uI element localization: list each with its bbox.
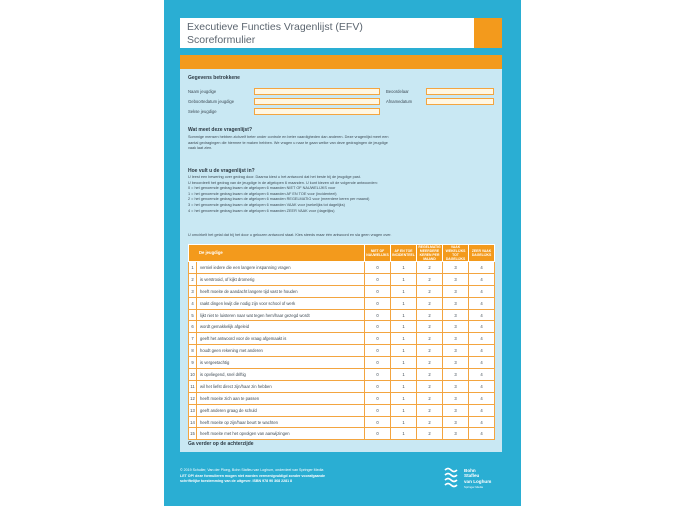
score-option-3[interactable]: 3 bbox=[443, 380, 469, 392]
field-label-name: Naam jeugdige bbox=[188, 89, 217, 94]
score-option-4[interactable]: 4 bbox=[469, 309, 495, 321]
publisher-sub: Springer Media bbox=[464, 485, 483, 489]
score-option-4[interactable]: 4 bbox=[469, 297, 495, 309]
rater-field[interactable] bbox=[426, 88, 494, 95]
table-row bbox=[189, 321, 495, 333]
score-option-2[interactable]: 2 bbox=[417, 428, 443, 440]
footer bbox=[180, 468, 325, 485]
score-option-0[interactable]: 0 bbox=[365, 285, 391, 297]
item-number: 6 bbox=[189, 321, 197, 333]
item-text: heeft moeite de aandacht langere tijd vast te houden bbox=[197, 285, 365, 297]
date-field[interactable] bbox=[426, 98, 494, 105]
table-row bbox=[189, 297, 495, 309]
scoreform-page bbox=[164, 0, 521, 506]
item-number: 7 bbox=[189, 333, 197, 345]
table-row bbox=[189, 345, 495, 357]
score-option-4[interactable]: 4 bbox=[469, 404, 495, 416]
form-title: Executieve Functies Vragenlijst (EFV) bbox=[187, 21, 363, 33]
score-option-2[interactable]: 2 bbox=[417, 345, 443, 357]
score-option-2[interactable]: 2 bbox=[417, 357, 443, 369]
score-option-4[interactable]: 4 bbox=[469, 416, 495, 428]
score-option-3[interactable]: 3 bbox=[443, 321, 469, 333]
score-option-0[interactable]: 0 bbox=[365, 404, 391, 416]
score-option-3[interactable]: 3 bbox=[443, 345, 469, 357]
score-option-2[interactable]: 2 bbox=[417, 285, 443, 297]
table-row bbox=[189, 380, 495, 392]
score-option-0[interactable]: 0 bbox=[365, 369, 391, 381]
copyright-text: © 2019 Schuller, Van der Ploeg, Bohn Stafleu van Loghum, onderdeel van Springer Media bbox=[180, 468, 324, 472]
table-row bbox=[189, 392, 495, 404]
score-option-3[interactable]: 3 bbox=[443, 273, 469, 285]
table-row bbox=[189, 333, 495, 345]
score-option-1[interactable]: 1 bbox=[391, 309, 417, 321]
item-text: is verstrooid, of kijkt dromerig bbox=[197, 273, 365, 285]
form-content bbox=[180, 69, 502, 452]
column-header-4: ZEER VAAK DAGELIJKS bbox=[469, 245, 495, 262]
publisher-logo-icon bbox=[442, 466, 460, 488]
title-box bbox=[180, 18, 474, 48]
score-option-4[interactable]: 4 bbox=[469, 380, 495, 392]
item-number: 5 bbox=[189, 309, 197, 321]
score-option-3[interactable]: 3 bbox=[443, 428, 469, 440]
item-number: 12 bbox=[189, 392, 197, 404]
item-text: wil het liefst direct zijn/haar zin hebben bbox=[197, 380, 365, 392]
item-text: lijkt niet te luisteren naar wat tegen hem/haar gezegd wordt bbox=[197, 309, 365, 321]
title-accent-block bbox=[474, 18, 502, 48]
how-text: U leest een bewering over gedrag door. Daarna kiest u het antwoord dat het beste bij de jeugdige past. U beoordeelt het gedrag van de jeugdige in de afgelopen 6 maanden. U kunt kiezen uit de volgende antwoorden: 0 = het genoemde gedrag kwam de afgelopen 6 maanden NIET OF NAUWELIJKS voor 1 = het genoemde gedrag kwam de afgelopen 6 maanden AF EN TOE voor (incidenteel) 2 = het genoemde gedrag kwam de afgelopen 6 maanden REGELMATIG voor (meerdere keren per maand) 3 = het genoemde gedrag kwam de afgelopen 6 maanden VAAK voor (wekelijks tot dagelijks) 4 = het genoemde gedrag kwam de afgelopen 6 maanden ZEER VAAK voor (dagelijks) bbox=[188, 175, 378, 213]
column-header-2: REGELMATIG MEERDERE KEREN PER MAAND bbox=[418, 245, 441, 261]
score-option-4[interactable]: 4 bbox=[469, 285, 495, 297]
score-option-3[interactable]: 3 bbox=[443, 416, 469, 428]
name-field[interactable] bbox=[254, 88, 380, 95]
score-option-3[interactable]: 3 bbox=[443, 285, 469, 297]
score-option-0[interactable]: 0 bbox=[365, 321, 391, 333]
table-row bbox=[189, 357, 495, 369]
score-option-2[interactable]: 2 bbox=[417, 273, 443, 285]
continue-note: Ga verder op de achterzijde bbox=[188, 441, 254, 447]
how-heading: Hoe vult u de vragenlijst in? bbox=[188, 168, 255, 174]
what-heading: Wat meet deze vragenlijst? bbox=[188, 127, 252, 133]
item-number: 9 bbox=[189, 357, 197, 369]
score-table bbox=[188, 244, 495, 440]
score-option-0[interactable]: 0 bbox=[365, 380, 391, 392]
column-header-0: NIET OF NAUWELIJKS bbox=[365, 245, 391, 262]
publisher-logo bbox=[442, 466, 502, 490]
item-number: 4 bbox=[189, 297, 197, 309]
score-option-1[interactable]: 1 bbox=[391, 262, 417, 274]
score-option-1[interactable]: 1 bbox=[391, 380, 417, 392]
item-text: verniel iedere die een langere inspanning vragen bbox=[197, 262, 365, 274]
item-text: is vergeetachtig bbox=[197, 357, 365, 369]
table-row bbox=[189, 309, 495, 321]
score-option-1[interactable]: 1 bbox=[391, 404, 417, 416]
score-option-3[interactable]: 3 bbox=[443, 297, 469, 309]
score-option-1[interactable]: 1 bbox=[391, 297, 417, 309]
form-subtitle: Scoreformulier bbox=[187, 34, 256, 46]
score-option-4[interactable]: 4 bbox=[469, 333, 495, 345]
general-heading: Gegevens betrokkene bbox=[188, 75, 240, 81]
table-row bbox=[189, 428, 495, 440]
score-option-4[interactable]: 4 bbox=[469, 357, 495, 369]
item-number: 8 bbox=[189, 345, 197, 357]
item-column-header: De jeugdige bbox=[189, 245, 365, 262]
item-number: 3 bbox=[189, 285, 197, 297]
score-option-0[interactable]: 0 bbox=[365, 297, 391, 309]
score-option-3[interactable]: 3 bbox=[443, 369, 469, 381]
score-option-4[interactable]: 4 bbox=[469, 262, 495, 274]
table-row bbox=[189, 273, 495, 285]
sex-field[interactable] bbox=[254, 108, 380, 115]
score-option-1[interactable]: 1 bbox=[391, 416, 417, 428]
item-text: is opvliegend, snel driftig bbox=[197, 369, 365, 381]
publisher-name: Bohn Stafleu van Loghum bbox=[464, 468, 492, 484]
birthdate-field[interactable] bbox=[254, 98, 380, 105]
score-option-3[interactable]: 3 bbox=[443, 404, 469, 416]
score-option-1[interactable]: 1 bbox=[391, 369, 417, 381]
field-label-rater: Beoordelaar bbox=[386, 89, 409, 94]
score-option-3[interactable]: 3 bbox=[443, 333, 469, 345]
item-text: houdt geen rekening met anderen bbox=[197, 345, 365, 357]
score-option-2[interactable]: 2 bbox=[417, 392, 443, 404]
score-option-0[interactable]: 0 bbox=[365, 309, 391, 321]
field-label-birthdate: Geboortedatum jeugdige bbox=[188, 99, 235, 104]
score-option-1[interactable]: 1 bbox=[391, 285, 417, 297]
score-option-4[interactable]: 4 bbox=[469, 321, 495, 333]
table-row bbox=[189, 404, 495, 416]
score-option-2[interactable]: 2 bbox=[417, 321, 443, 333]
instruction-text: U omcirkelt het getal dat bij het door u gekozen antwoord staat. Kies steeds maar één antwoord en sla geen vragen over. bbox=[188, 233, 392, 237]
item-text: wordt gemakkelijk afgeleid bbox=[197, 321, 365, 333]
item-text: heeft moeite zich aan te passen bbox=[197, 392, 365, 404]
score-option-3[interactable]: 3 bbox=[443, 357, 469, 369]
score-option-1[interactable]: 1 bbox=[391, 357, 417, 369]
copy-warning-line-1: LET OP! deze formulieren mogen niet worden vermenigvuldigd zonder voorafgaande bbox=[180, 473, 325, 478]
score-option-0[interactable]: 0 bbox=[365, 273, 391, 285]
score-option-0[interactable]: 0 bbox=[365, 333, 391, 345]
table-header-row bbox=[189, 245, 495, 262]
field-label-sex: Sekse jeugdige bbox=[188, 109, 217, 114]
column-header-3: VAAK WEKELIJKS TOT DAGELIJKS bbox=[443, 245, 469, 262]
score-option-0[interactable]: 0 bbox=[365, 357, 391, 369]
score-option-3[interactable]: 3 bbox=[443, 262, 469, 274]
what-text: Sommige mensen hebben zichzelf beter onder controle en beter vaardigheden dan anderen. Deze vragenlijst meet een aantal gedragingen die hiermee te maken hebben. We vragen u naar te gaan welke van deze gedragingen de jeugdige vaak laat zien. bbox=[188, 135, 389, 151]
score-option-2[interactable]: 2 bbox=[417, 297, 443, 309]
item-text: heeft moeite met het opvolgen van aanwijzingen bbox=[197, 428, 365, 440]
score-option-1[interactable]: 1 bbox=[391, 321, 417, 333]
score-option-4[interactable]: 4 bbox=[469, 273, 495, 285]
item-number: 14 bbox=[189, 416, 197, 428]
score-option-1[interactable]: 1 bbox=[391, 273, 417, 285]
table-row bbox=[189, 369, 495, 381]
copy-warning-line-2: schriftelijke toestemming van de uitgever. ISBN 978 90 368 2281 8 bbox=[180, 479, 293, 483]
score-option-4[interactable]: 4 bbox=[469, 392, 495, 404]
item-text: geeft anderen graag de schuld bbox=[197, 404, 365, 416]
score-option-2[interactable]: 2 bbox=[417, 416, 443, 428]
item-number: 10 bbox=[189, 369, 197, 381]
column-header-1: AF EN TOE INCIDENTEEL bbox=[391, 245, 417, 262]
item-text: heeft moeite op zijn/haar beurt te wachten bbox=[197, 416, 365, 428]
score-option-2[interactable]: 2 bbox=[417, 333, 443, 345]
score-option-2[interactable]: 2 bbox=[417, 369, 443, 381]
score-option-3[interactable]: 3 bbox=[443, 392, 469, 404]
table-row bbox=[189, 285, 495, 297]
item-text: geeft het antwoord voor de vraag afgemaakt is bbox=[197, 333, 365, 345]
score-option-3[interactable]: 3 bbox=[443, 309, 469, 321]
item-number: 13 bbox=[189, 404, 197, 416]
score-option-4[interactable]: 4 bbox=[469, 345, 495, 357]
score-option-2[interactable]: 2 bbox=[417, 309, 443, 321]
score-option-2[interactable]: 2 bbox=[417, 380, 443, 392]
score-option-0[interactable]: 0 bbox=[365, 428, 391, 440]
table-row bbox=[189, 416, 495, 428]
score-option-1[interactable]: 1 bbox=[391, 345, 417, 357]
score-option-4[interactable]: 4 bbox=[469, 428, 495, 440]
field-label-date: Afnamedatum bbox=[386, 99, 413, 104]
table-row bbox=[189, 262, 495, 274]
item-number: 1 bbox=[189, 262, 197, 274]
score-option-0[interactable]: 0 bbox=[365, 392, 391, 404]
score-option-0[interactable]: 0 bbox=[365, 262, 391, 274]
score-option-1[interactable]: 1 bbox=[391, 428, 417, 440]
item-number: 2 bbox=[189, 273, 197, 285]
item-number: 15 bbox=[189, 428, 197, 440]
score-option-2[interactable]: 2 bbox=[417, 262, 443, 274]
score-option-0[interactable]: 0 bbox=[365, 345, 391, 357]
score-option-0[interactable]: 0 bbox=[365, 416, 391, 428]
score-option-1[interactable]: 1 bbox=[391, 333, 417, 345]
score-option-4[interactable]: 4 bbox=[469, 369, 495, 381]
item-text: raakt dingen kwijt die nodig zijn voor school of werk bbox=[197, 297, 365, 309]
score-option-2[interactable]: 2 bbox=[417, 404, 443, 416]
header-band bbox=[180, 55, 502, 69]
item-number: 11 bbox=[189, 380, 197, 392]
score-option-1[interactable]: 1 bbox=[391, 392, 417, 404]
